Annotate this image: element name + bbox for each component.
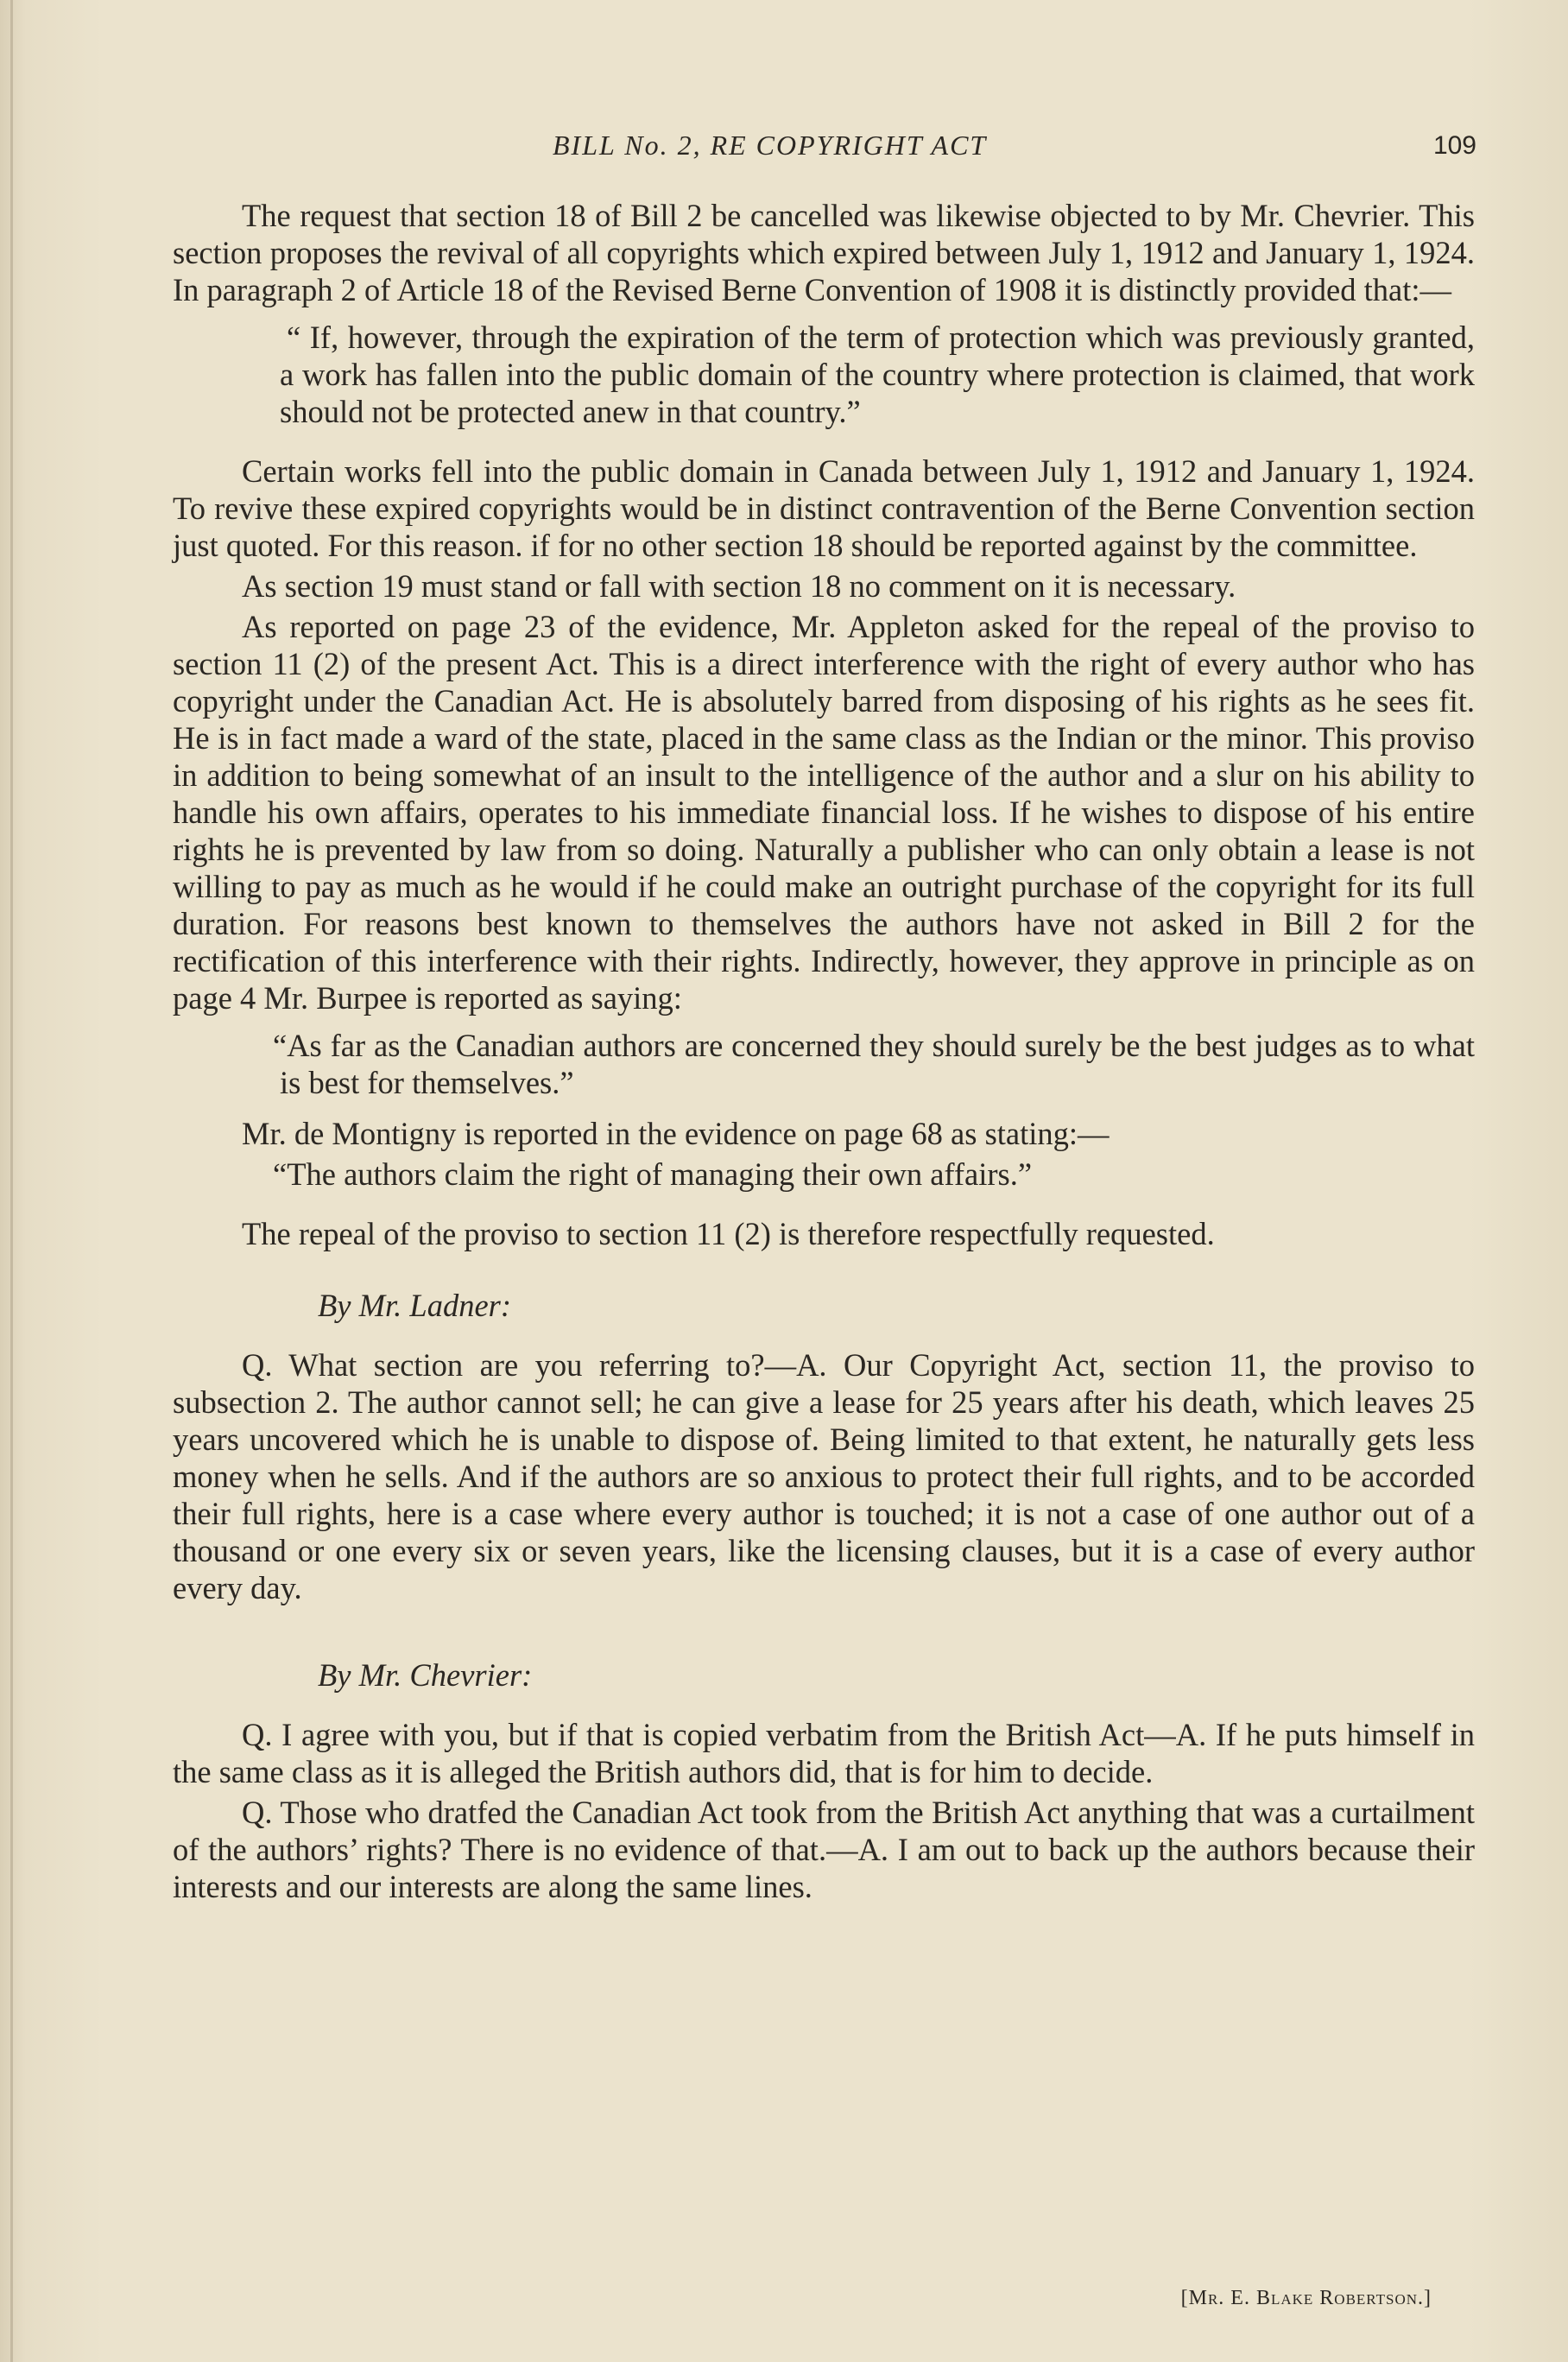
running-head: BILL No. 2, RE COPYRIGHT ACT xyxy=(553,130,988,161)
page-body xyxy=(173,197,1475,1909)
paragraph-chevrier-question-2: Q. Those who dratfed the Canadian Act took from the British Act anything that was a curtailment of the authors’ rights? There is no evidence of that.—A. I am out to back up the authors because their interests and our interests are along the same lines. xyxy=(173,1795,1475,1904)
quote-authors-claim: “The authors claim the right of managing their own affairs.” xyxy=(273,1156,1033,1192)
quote-burpee: “As far as the Canadian authors are concerned they should surely be the best judges as to what is best for themselves.” xyxy=(273,1028,1475,1100)
page-number: 109 xyxy=(1432,131,1476,160)
paragraph-repeal-request: The repeal of the proviso to section 11 (2) is therefore respectfully requested. xyxy=(242,1216,1215,1251)
paragraph-section-18-objection: The request that section 18 of Bill 2 be cancelled was likewise objected to by Mr. Chevrier. This section proposes the revival of all copyrights which expired between July 1, 1912 and January 1, 1924. In paragraph 2 of Article 18 of the Revised Berne Convention of 1908 it is distinctly provided that:— xyxy=(173,198,1475,307)
paragraph-proviso-repeal: As reported on page 23 of the evidence, Mr. Appleton asked for the repeal of the proviso to section 11 (2) of the present Act. This is a direct interference with the right of every author who has copyright under the Canadian Act. He is absolutely barred from disposing of his rights as he sees fit. He is in fact made a ward of the state, placed in the same class as the Indian or the minor. This proviso in addition to being somewhat of an insult to the intelligence of the author and a slur on his ability to handle his own affairs, operates to his immediate financial loss. If he wishes to dispose of his entire rights he is prevented by law from so doing. Naturally a publisher who can only obtain a lease is not willing to pay as much as he would if he could make an outright purchase of the copyright for its full duration. For reasons best known to themselves the authors have not asked in Bill 2 for the rectification of this interference with their rights. Indirectly, however, they approve in principle as on page 4 Mr. Burpee is reported as saying: xyxy=(173,609,1475,1016)
page-header xyxy=(173,130,1476,173)
speaker-ladner: By Mr. Ladner: xyxy=(318,1288,512,1323)
paragraph-de-montigny: Mr. de Montigny is reported in the evidence on page 68 as stating:— xyxy=(242,1116,1110,1151)
paragraph-public-domain: Certain works fell into the public domain in Canada between July 1, 1912 and January 1, 1924. To revive these expired copyrights would be in distinct contravention of the Berne Convention section just quoted. For this reason. if for no other section 18 should be reported against by the committee. xyxy=(173,453,1475,563)
quote-berne-convention: “ If, however, through the expiration of the term of protection which was previously granted, a work has fallen into the public domain of the country where protection is claimed, that work should not be protected anew in that country.” xyxy=(280,320,1475,429)
speaker-chevrier: By Mr. Chevrier: xyxy=(318,1657,533,1693)
page-binding-edge xyxy=(10,0,13,2362)
speaker-credit: [Mr. E. Blake Robertson.] xyxy=(1180,2287,1432,2309)
paragraph-chevrier-question-1: Q. I agree with you, but if that is copied verbatim from the British Act—A. If he puts himself in the same class as it is alleged the British authors did, that is for him to decide. xyxy=(173,1717,1475,1789)
paragraph-section-19: As section 19 must stand or fall with section 18 no comment on it is necessary. xyxy=(242,568,1236,604)
paragraph-ladner-question: Q. What section are you referring to?—A. Our Copyright Act, section 11, the proviso to subsection 2. The author cannot sell; he can give a lease for 25 years after his death, which leaves 25 years uncovered which he is unable to dispose of. Being limited to that extent, he naturally gets less money when he sells. And if the authors are so anxious to protect their full rights, and to be accorded their full rights, here is a case where every author is touched; it is not a case of one author out of a thousand or one every six or seven years, like the licensing clauses, but it is a case of every author every day. xyxy=(173,1347,1475,1605)
